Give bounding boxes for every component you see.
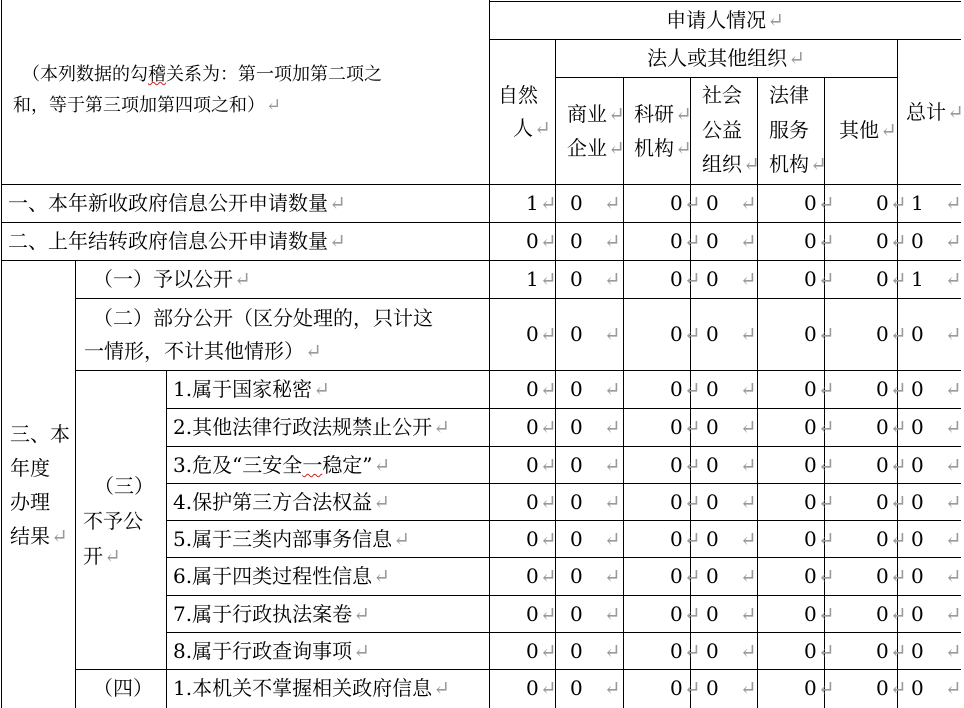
rule-top (489, 1, 961, 2)
group-title: 申请人情况↵ (666, 8, 784, 32)
cell-business: 0 ↵ (570, 639, 621, 663)
cell-public-welfare: 0 ↵ (706, 527, 757, 551)
table-note-line1: （本列数据的勾稽关系为：第一项加第二项之 (22, 64, 382, 85)
cell-other: 0↵ (876, 602, 907, 626)
cell-natural-person: 0↵ (526, 490, 557, 514)
cell-natural-person: 0↵ (526, 639, 557, 663)
cell-public-welfare: 0 ↵ (706, 191, 757, 215)
cell-natural-person: 0↵ (526, 564, 557, 588)
rule-subgroup-label (166, 370, 167, 708)
row-label-partial-1: （二）部分公开（区分处理的，只计这 (93, 306, 433, 330)
section-three-1: 三、本 (10, 422, 70, 446)
section-three-4: 结果↵ (10, 524, 68, 548)
cell-research: 0↵ (670, 191, 701, 215)
cell-legal-service: 0↵ (804, 564, 835, 588)
col-research-2: 机构↵ (634, 136, 692, 160)
cell-other: 0↵ (876, 490, 907, 514)
cell-total: 1 ↵ (911, 191, 962, 215)
rule-sub7 (166, 632, 961, 633)
col-welfare-1: 社会 (702, 83, 742, 107)
row-label-new-requests: 一、本年新收政府信息公开申请数量↵ (8, 191, 346, 215)
cell-research: 0↵ (670, 490, 701, 514)
cell-legal-service: 0↵ (804, 267, 835, 291)
col-other: 其他↵ (839, 118, 897, 142)
row-label-state-secret: 1.属于国家秘密↵ (173, 377, 330, 401)
row-label-internal-affairs: 5.属于三类内部事务信息↵ (173, 527, 410, 551)
cell-public-welfare: 0 ↵ (706, 267, 757, 291)
cell-business: 0 ↵ (570, 322, 621, 346)
cell-business: 0 ↵ (570, 191, 621, 215)
cell-total: 0 ↵ (911, 229, 962, 253)
cell-natural-person: 0↵ (526, 527, 557, 551)
row-label-security: 3.危及“三安全一稳定”↵ (173, 453, 391, 477)
rule-sub5 (166, 557, 961, 558)
sub-group-title: 法人或其他组织↵ (647, 46, 805, 70)
cell-total: 0 ↵ (911, 377, 962, 401)
col-legal-3: 机构↵ (769, 152, 827, 176)
cell-public-welfare: 0 ↵ (706, 229, 757, 253)
row-label-disclosed: （一）予以公开↵ (93, 267, 251, 291)
cell-public-welfare: 0 ↵ (706, 602, 757, 626)
cell-research: 0↵ (670, 453, 701, 477)
rule-sub6 (166, 595, 961, 596)
table-note-line2: 和，等于第三项加第四项之和）↵ (13, 95, 282, 116)
cell-natural-person: 0↵ (526, 322, 557, 346)
cell-natural-person: 0↵ (526, 676, 557, 700)
cell-public-welfare: 0 ↵ (706, 453, 757, 477)
cell-research: 0↵ (670, 639, 701, 663)
cell-total: 0 ↵ (911, 453, 962, 477)
not-disclosed-2: 不予公 (83, 509, 143, 533)
cell-legal-service: 0↵ (804, 453, 835, 477)
cell-public-welfare: 0 ↵ (706, 676, 757, 700)
cell-research: 0↵ (670, 267, 701, 291)
cell-legal-service: 0↵ (804, 415, 835, 439)
row-label-carried-over: 二、上年结转政府信息公开申请数量↵ (8, 229, 346, 253)
cell-public-welfare: 0 ↵ (706, 322, 757, 346)
rule-header-bottom (1, 184, 961, 185)
rule-col-research (623, 77, 624, 708)
row-label-partial-2: 一情形，不计其他情形）↵ (84, 339, 322, 363)
cell-other: 0↵ (876, 322, 907, 346)
row-label-admin-query: 8.属于行政查询事项↵ (173, 639, 370, 663)
cell-total: 0 ↵ (911, 639, 962, 663)
rule-col-group (489, 39, 961, 40)
cell-business: 0 ↵ (570, 602, 621, 626)
cell-total: 0 ↵ (911, 676, 962, 700)
row-label-enforcement-files: 7.属于行政执法案卷↵ (173, 602, 370, 626)
group-four-label: （四） (93, 676, 153, 700)
cell-natural-person: 0↵ (526, 453, 557, 477)
not-disclosed-1: （三） (94, 474, 154, 498)
row-label-third-party: 4.保护第三方合法权益↵ (173, 490, 390, 514)
cell-other: 0↵ (876, 676, 907, 700)
rule-left-edge (1, 0, 2, 708)
cell-public-welfare: 0 ↵ (706, 490, 757, 514)
cell-legal-service: 0↵ (804, 377, 835, 401)
cell-legal-service: 0↵ (804, 191, 835, 215)
cell-business: 0 ↵ (570, 527, 621, 551)
rule-sub4 (166, 520, 961, 521)
cell-other: 0↵ (876, 377, 907, 401)
cell-legal-service: 0↵ (804, 229, 835, 253)
col-natural-person-2: 人↵ (513, 116, 551, 140)
cell-total: 0 ↵ (911, 490, 962, 514)
col-welfare-3: 组织↵ (702, 152, 760, 176)
cell-legal-service: 0↵ (804, 639, 835, 663)
cell-total: 1 ↵ (911, 267, 962, 291)
cell-other: 0↵ (876, 564, 907, 588)
cell-business: 0 ↵ (570, 564, 621, 588)
col-legal-1: 法律 (769, 83, 809, 107)
cell-research: 0↵ (670, 676, 701, 700)
rule-row3 (75, 298, 961, 299)
col-natural-person-1: 自然 (498, 83, 538, 107)
cell-research: 0↵ (670, 229, 701, 253)
cell-legal-service: 0↵ (804, 602, 835, 626)
cell-research: 0↵ (670, 602, 701, 626)
not-disclosed-3: 开↵ (83, 544, 121, 568)
col-research-1: 科研↵ (634, 102, 692, 126)
rule-sub1 (166, 408, 961, 409)
rule-sub3 (166, 483, 961, 484)
cell-natural-person: 0↵ (526, 377, 557, 401)
cell-other: 0↵ (876, 229, 907, 253)
cell-legal-service: 0↵ (804, 322, 835, 346)
cell-natural-person: 0↵ (526, 415, 557, 439)
row-label-process-info: 6.属于四类过程性信息↵ (173, 564, 390, 588)
cell-total: 0 ↵ (911, 527, 962, 551)
rule-col-natural (489, 0, 490, 708)
cell-other: 0↵ (876, 267, 907, 291)
rule-subgroup (555, 77, 898, 78)
cell-other: 0↵ (876, 527, 907, 551)
cell-total: 0 ↵ (911, 564, 962, 588)
cell-other: 0↵ (876, 191, 907, 215)
cell-natural-person: 1↵ (526, 191, 557, 215)
rule-section-three (75, 260, 76, 708)
cell-total: 0 ↵ (911, 322, 962, 346)
cell-natural-person: 0↵ (526, 602, 557, 626)
cell-legal-service: 0↵ (804, 676, 835, 700)
cell-business: 0 ↵ (570, 676, 621, 700)
cell-business: 0 ↵ (570, 490, 621, 514)
cell-business: 0 ↵ (570, 267, 621, 291)
cell-natural-person: 0↵ (526, 229, 557, 253)
cell-business: 0 ↵ (570, 453, 621, 477)
cell-public-welfare: 0 ↵ (706, 564, 757, 588)
cell-total: 0 ↵ (911, 415, 962, 439)
cell-other: 0↵ (876, 415, 907, 439)
cell-research: 0↵ (670, 564, 701, 588)
cell-business: 0 ↵ (570, 229, 621, 253)
cell-legal-service: 0↵ (804, 490, 835, 514)
rule-group4 (75, 669, 961, 670)
section-three-3: 办理 (10, 490, 50, 514)
cell-total: 0 ↵ (911, 602, 962, 626)
row-label-not-held: 1.本机关不掌握相关政府信息↵ (173, 676, 450, 700)
cell-other: 0↵ (876, 453, 907, 477)
cell-public-welfare: 0 ↵ (706, 377, 757, 401)
cell-other: 0↵ (876, 639, 907, 663)
cell-public-welfare: 0 ↵ (706, 415, 757, 439)
row-label-other-laws: 2.其他法律行政法规禁止公开↵ (173, 415, 450, 439)
cell-research: 0↵ (670, 377, 701, 401)
rule-row1 (1, 222, 961, 223)
cell-research: 0↵ (670, 415, 701, 439)
col-legal-2: 服务 (769, 118, 809, 142)
col-business-1: 商业↵ (567, 102, 625, 126)
cell-research: 0↵ (670, 527, 701, 551)
col-total: 总计↵ (906, 100, 964, 124)
cell-natural-person: 1↵ (526, 267, 557, 291)
col-welfare-2: 公益 (702, 118, 742, 142)
section-three-2: 年度 (10, 456, 50, 480)
cell-legal-service: 0↵ (804, 527, 835, 551)
rule-row2 (1, 260, 961, 261)
cell-research: 0↵ (670, 322, 701, 346)
cell-business: 0 ↵ (570, 415, 621, 439)
cell-public-welfare: 0 ↵ (706, 639, 757, 663)
col-business-2: 企业↵ (567, 136, 625, 160)
rule-row4 (75, 370, 961, 371)
rule-sub2 (166, 446, 961, 447)
cell-business: 0 ↵ (570, 377, 621, 401)
